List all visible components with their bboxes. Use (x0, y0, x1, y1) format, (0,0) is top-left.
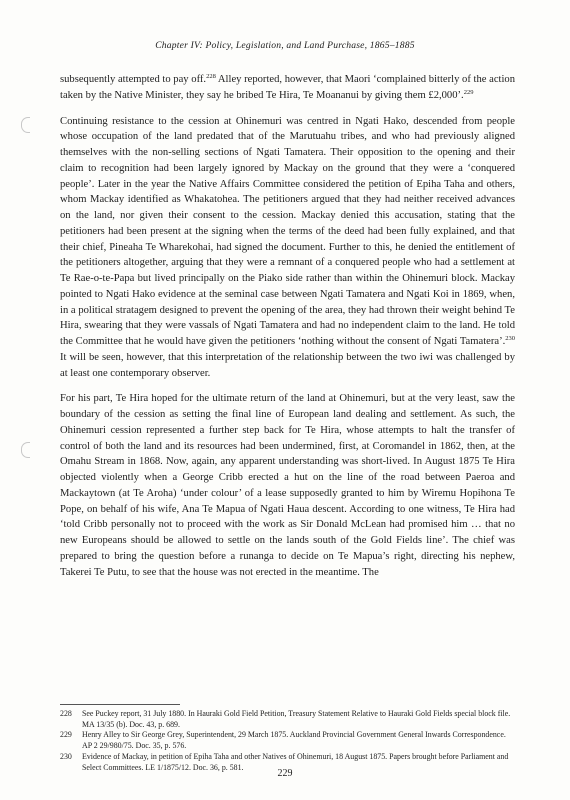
paragraph-2 (60, 114, 515, 382)
paragraph-text: subsequently attempted to pay off. (60, 74, 207, 85)
footnote-228 (60, 709, 515, 730)
footnote-ref[interactable]: 230 (505, 335, 515, 342)
footnote-text: Henry Alley to Sir George Grey, Superintendent, 29 March 1875. Auckland Provincial Government General Inwards Correspondence. AP 2 29/980/75. Doc. 35, p. 576. (82, 730, 506, 751)
footnote-text: Evidence of Mackay, in petition of Epiha Taha and other Natives of Ohinemuri, 18 August 1875. Papers brought before Parliament and Select Committees. LE 1/1875/12. Doc. 36, p. 581. (82, 751, 509, 772)
paragraph-text: Continuing resistance to the cession at Ohinemuri was centred in Ngati Hako, descended from people whose occupation of the land predated that of the Marutuahu tribes, and who had previously aligned themselves with the non-selling sections of Ngati Tamatera. Their opposition to the opening and their claim to recognition had been largely ignored by Mackay on the ground that they were a ‘conquered people’. Later in the year the Native Affairs Committee considered the petition of Epiha Taha and others, whom Mackay identified as Whakatohea. The petitioners argued that they had neither received advances on the land, nor given their consent to the cession. Mackay denied this accusation, stating that the petitioners had been present at the signing when the terms of the deed had been fully explained, and that their chief, Pineaha Te Wharekohai, had signed the document. Further to this, he denied the entitlement of the petitioners altogether, arguing that they were a remnant of a conquered people who had a settlement at Te Rae-o-te-Papa but lived principally on the Piako side rather than within the Ohinemuri block. Mackay pointed to Ngati Hako evidence at the seminal case between Ngati Tamatera and Ngati Koi in 1869, when, in a political stratagem designed to prevent the opening of the area, they had thrown their weight behind Te Hira, swearing that they were vassals of Ngati Tamatera and had no independent claim to the land. He told the Committee that he would have given the petitioners ‘nothing without the consent of Ngati Tamatera’. (60, 115, 515, 347)
paragraph-3: For his part, Te Hira hoped for the ultimate return of the land at Ohinemuri, but at the very least, saw the boundary of the cession as setting the final line of European land dealing and settlement. As such, the Ohinemuri cession represented a further step back for Te Hira, whose attempts to halt the transfer of control of both the land and its resources had been undermined, first, at Coromandel in 1862, then, at the Omahu Stream in 1868. Now, again, any apparent understanding was short-lived. In August 1875 Te Hira objected violently when a George Cribb erected a hut on the line of the road between Paeroa and Mackaytown (at Te Aroha) ‘under colour’ of a lease supposedly granted to him by Wiremu Hopihona Te Pope, on behalf of his wife, Ana Te Mapua of Ngati Haua descent. According to one witness, Te Hira had ‘told Cribb personally not to proceed with the work as Sir Donald McLean had promised him … that no new Europeans should be allowed to settle on the lands south of the Gold Fields line’. The chief was prepared to bring the question before a runanga to decide on Te Mapua’s right, directing his nephew, Takerei Te Putu, to see that the house was not erected in the meantime. The (60, 393, 515, 578)
footnote-229 (60, 730, 515, 751)
body-text (60, 72, 515, 580)
footnote-divider (60, 704, 180, 705)
margin-binding-mark (21, 117, 30, 133)
paragraph-1 (60, 72, 515, 104)
footnote-number: 230 (60, 751, 72, 761)
margin-binding-mark (21, 442, 30, 458)
footnote-ref[interactable]: 228 (206, 73, 216, 80)
footnote-ref[interactable]: 229 (463, 88, 474, 96)
page-number: 229 (277, 768, 293, 779)
paragraph-text: It will be seen, however, that this interpretation of the relationship between the two iwi was challenged by at least one contemporary observer. (60, 351, 515, 379)
footnotes (60, 709, 515, 773)
footnote-text: See Puckey report, 31 July 1880. In Hauraki Gold Field Petition, Treasury Statement Relative to Hauraki Gold Fields special block file. MA 13/35 (b). Doc. 43, p. 689. (82, 709, 511, 729)
running-header: Chapter IV: Policy, Legislation, and Land Purchase, 1865–1885 (155, 40, 415, 51)
footnote-number: 229 (60, 730, 72, 740)
paragraph-text: Alley reported, however, that Maori ‘complained bitterly of the action taken by the Native Minister, they say he bribed Te Hira, Te Moananui by giving them £2,000’. (60, 74, 515, 101)
footnote-number: 228 (60, 709, 72, 718)
